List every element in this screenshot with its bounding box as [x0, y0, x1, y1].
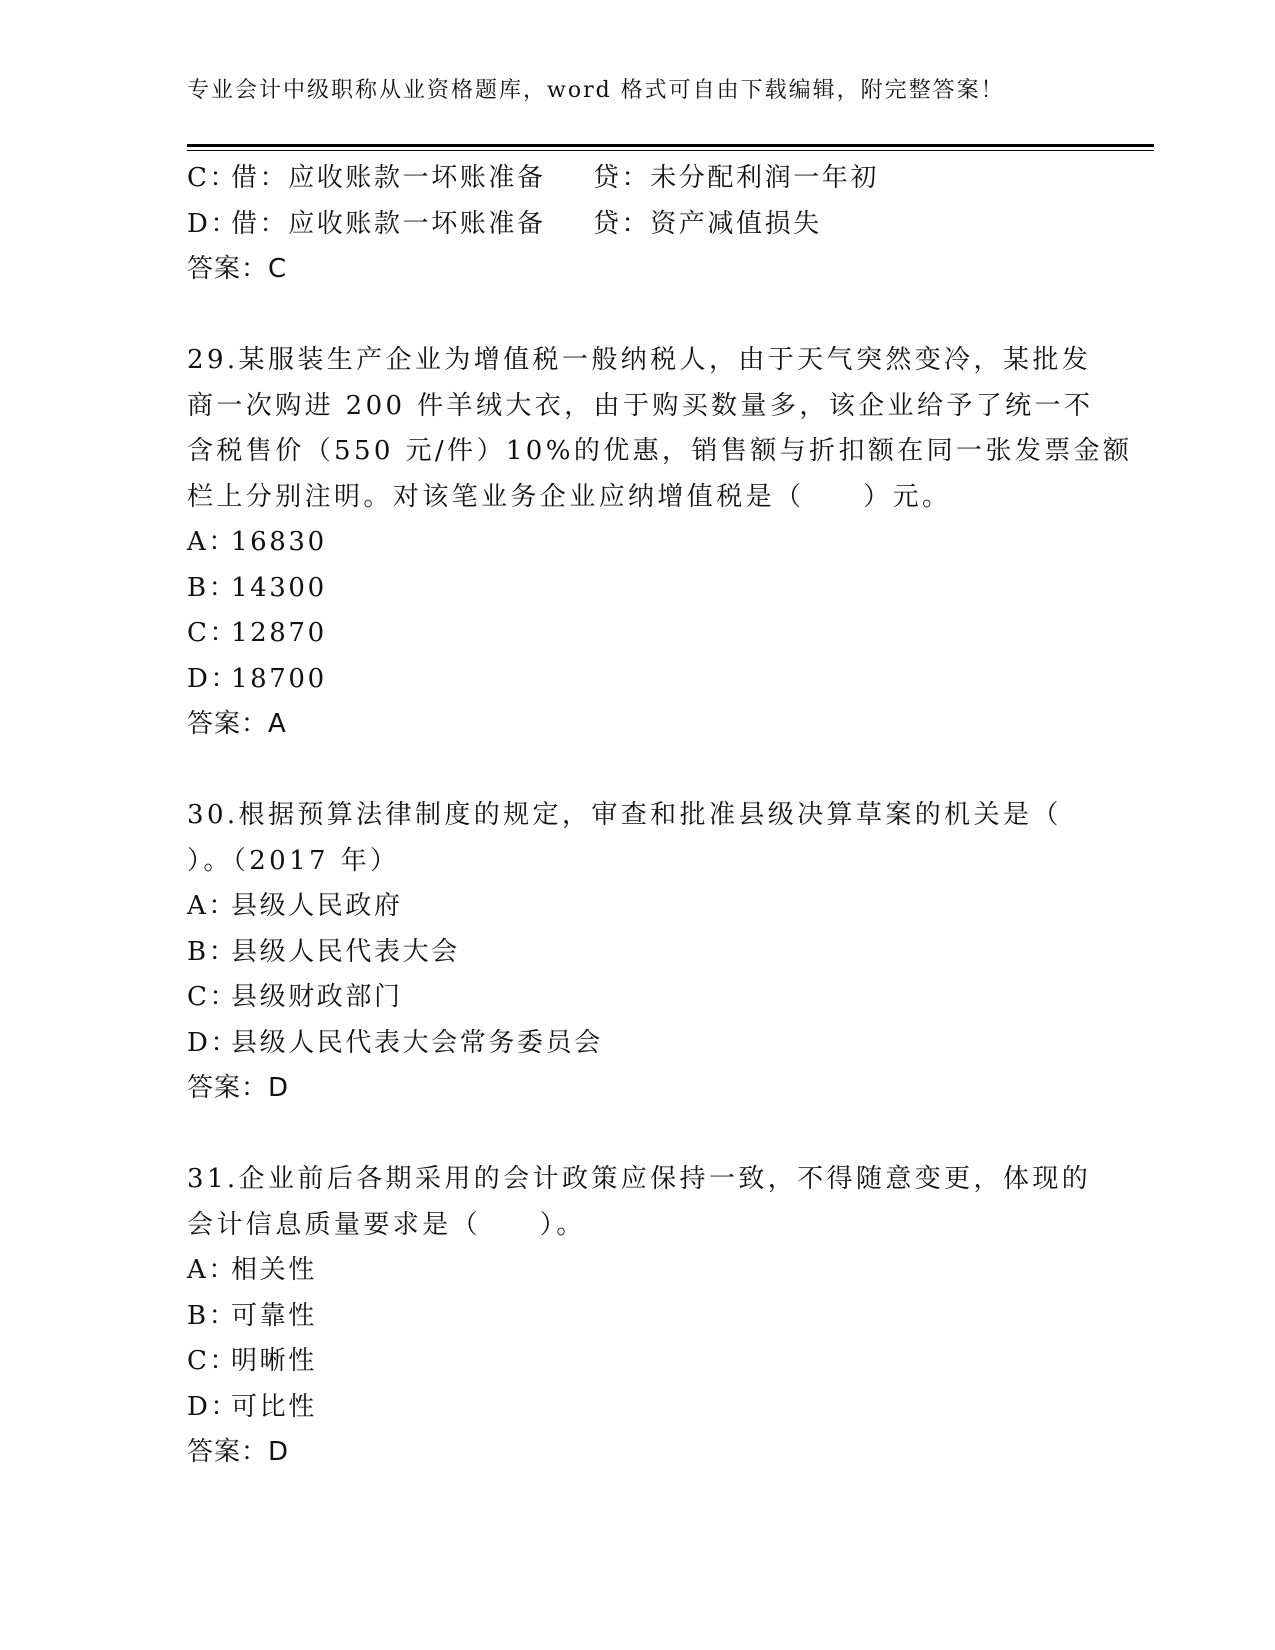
- option-c: [187, 611, 1087, 657]
- question-line: 会计信息质量要求是（ ）。: [187, 1209, 586, 1240]
- option-text: 相关性: [231, 1255, 317, 1285]
- option-label: B：: [187, 572, 238, 603]
- option-d: [187, 657, 1087, 703]
- answer-line: 答案：A: [187, 709, 287, 739]
- option-text: 可比性: [231, 1391, 317, 1422]
- option-label: C：: [187, 1346, 239, 1376]
- question-line: 栏上分别注明。对该笔业务企业应纳增值税是（ ）元。: [187, 481, 952, 512]
- option-label: B：: [187, 936, 238, 967]
- option-text: 县级财政部门: [231, 982, 403, 1012]
- option-a: [187, 520, 1087, 566]
- option-a: [187, 1248, 1087, 1294]
- option-credit: 贷：资产减值损失: [593, 208, 822, 239]
- option-label: D：: [187, 1027, 240, 1058]
- question-line: 含税售价（550 元/件）10%的优惠，销售额与折扣额在同一张发票金额: [187, 436, 1133, 466]
- option-text: 12870: [231, 618, 327, 648]
- option-credit: 贷：未分配利润一年初: [593, 163, 880, 193]
- question-line: 商一次购进 200 件羊绒大衣，由于购买数量多，该企业给予了统一不: [187, 390, 1094, 421]
- option-label: D：: [187, 1391, 240, 1422]
- option-c: [187, 1339, 1087, 1385]
- option-d: [187, 202, 1087, 248]
- question-line: ）。（2017 年）: [187, 845, 400, 876]
- question-29-text: [187, 338, 1133, 520]
- option-label: C：: [187, 163, 239, 193]
- option-b: [187, 566, 1087, 612]
- option-text: 县级人民代表大会常务委员会: [231, 1027, 603, 1058]
- option-c: [187, 156, 1087, 202]
- option-d: [187, 1385, 1087, 1431]
- option-label: A：: [187, 527, 237, 557]
- option-label: C：: [187, 618, 239, 648]
- header-rule-thick: [187, 144, 1154, 147]
- option-d: [187, 1021, 1087, 1067]
- question-31-text: [187, 1157, 1092, 1248]
- question-line: 31.企业前后各期采用的会计政策应保持一致，不得随意变更，体现的: [187, 1164, 1092, 1194]
- option-label: D：: [187, 208, 240, 239]
- option-debit: 借：应收账款一坏账准备: [231, 208, 546, 239]
- option-label: A：: [187, 891, 237, 921]
- option-c: [187, 975, 1087, 1021]
- option-b: [187, 930, 1087, 976]
- option-text: 明晰性: [231, 1346, 317, 1376]
- answer-line: 答案：D: [187, 1437, 290, 1467]
- answer-line: 答案：D: [187, 1073, 290, 1103]
- option-text: 县级人民政府: [231, 891, 403, 921]
- page-header: 专业会计中级职称从业资格题库，word 格式可自由下载编辑，附完整答案！: [187, 78, 1005, 103]
- option-text: 县级人民代表大会: [231, 936, 460, 967]
- question-line: 30.根据预算法律制度的规定，审查和批准县级决算草案的机关是（: [187, 800, 1062, 830]
- option-label: D：: [187, 663, 240, 694]
- option-text: 18700: [231, 663, 327, 694]
- answer-line: 答案：C: [187, 254, 288, 284]
- question-content: [187, 156, 1133, 1476]
- option-text: 14300: [231, 572, 327, 603]
- option-text: 16830: [231, 527, 327, 557]
- option-b: [187, 1294, 1087, 1340]
- option-label: C：: [187, 982, 239, 1012]
- header-rule-thin: [187, 150, 1154, 151]
- option-debit: 借：应收账款一坏账准备: [231, 163, 546, 193]
- question-line: 29.某服装生产企业为增值税一般纳税人，由于天气突然变冷，某批发: [187, 345, 1092, 375]
- option-a: [187, 884, 1087, 930]
- option-text: 可靠性: [231, 1300, 317, 1331]
- question-30-text: [187, 793, 1087, 884]
- option-label: B：: [187, 1300, 238, 1331]
- option-label: A：: [187, 1255, 237, 1285]
